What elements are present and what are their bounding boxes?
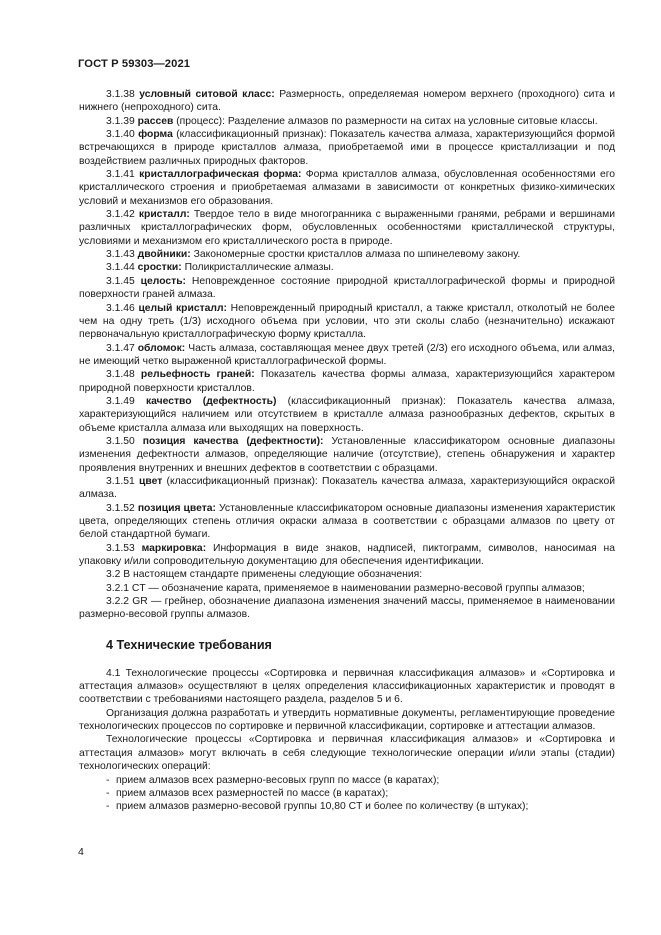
- definition-term: рельефность граней:: [140, 369, 255, 381]
- definition-3-1-47: [79, 342, 615, 369]
- definition-3-1-43: [79, 248, 615, 261]
- definition-text: Форма кристаллов алмаза, обусловленная особенностями его кристаллического строения и приобретаемая алмазами в зависимости от конкретных физико-химических условий и механизмов его образования.: [79, 169, 616, 207]
- definition-number: 3.1.38: [106, 89, 135, 100]
- definition-3-1-44: [79, 261, 615, 274]
- definition-text: (классификационный признак): Показатель качества алмаза, характеризующийся формой встречающихся в природе кристаллов алмаза, приобретаемой ими в процессе кристаллизации и под воздействием различных природных факторов.: [79, 129, 616, 167]
- definition-number: 3.1.51: [106, 475, 135, 487]
- section-4-paragraph-2: Организация должна разработать и утвердить нормативные документы, регламентирующие проведение технологических процессов по сортировке и первичной классификации, сортировке и аттестации алмазов.: [79, 707, 615, 733]
- list-item-text: прием алмазов всех размерно-весовых групп по массе (в каратах);: [116, 774, 440, 786]
- definition-term: сростки:: [137, 262, 182, 274]
- definition-term: обломок:: [137, 342, 186, 354]
- designation-gr: 3.2.2 GR — грейнер, обозначение диапазона изменения значений массы, применяемое в наименовании размерно-весовой группы алмазов.: [79, 596, 615, 621]
- definition-number: 3.1.50: [106, 435, 135, 447]
- definition-term: целый кристалл:: [138, 302, 227, 314]
- definition-3-1-51: [79, 475, 615, 502]
- definition-term: кристалл:: [138, 209, 190, 221]
- definition-term: двойники:: [137, 249, 191, 261]
- definition-3-1-41: [79, 168, 615, 208]
- section-4-paragraph-3: Технологические процессы «Сортировка и первичная классификация алмазов» и «Сортировка и аттестация алмазов» могут включать в себя следующие технологические операции и/или этапы (стадии) технологических операций:: [79, 734, 615, 773]
- definition-number: 3.1.53: [106, 542, 135, 554]
- definition-number: 3.1.43: [106, 249, 135, 261]
- list-item-text: прием алмазов всех размерностей по массе (в каратах);: [116, 787, 389, 799]
- definition-text: (классификационный признак): Показатель качества алмаза, характеризующийся окраской алмаза.: [79, 475, 616, 501]
- list-item-text: прием алмазов размерно-весовой группы 10,80 CT и более по количеству (в штуках);: [116, 801, 529, 813]
- definition-3-1-38: [79, 88, 615, 115]
- definition-term: позиция цвета:: [137, 502, 216, 514]
- definition-term: маркировка:: [141, 542, 207, 554]
- list-item: [79, 800, 615, 813]
- designations-intro: 3.2 В настоящем стандарте применены следующие обозначения:: [106, 569, 423, 581]
- document-body: [79, 88, 615, 814]
- definition-text: Неповрежденное состояние природной кристаллографической формы и природной поверхности граней алмаза.: [79, 275, 616, 301]
- definition-number: 3.1.48: [106, 369, 135, 381]
- definition-number: 3.1.42: [106, 209, 135, 221]
- list-item: [79, 787, 615, 800]
- definition-text: Установленные классификатором основные диапазоны изменения характеристик цвета, определяющих степень отличия окраски алмаза в соответствии с образцами алмазов по цвету от белой стандартной бумаги.: [79, 502, 616, 541]
- section-4-paragraph-1: 4.1 Технологические процессы «Сортировка и первичная классификация алмазов» и «Сортировка и аттестация алмазов» осуществляют в целях определения классификационных характеристик и проводят в соответствии с требованиями настоящего раздела, разделов 5 и 6.: [79, 667, 615, 706]
- definition-text: Твердое тело в виде многогранника с выраженными гранями, ребрами и вершинами различных кристаллографических форм, обусловленных особенностями кристаллической структуры, условиями и механизмом его кристаллического роста в природе.: [79, 209, 616, 247]
- list-item: [79, 774, 615, 787]
- definition-text: Поликристаллические алмазы.: [184, 262, 334, 274]
- definition-term: качество (дефектность): [145, 395, 277, 407]
- definition-text: (классификационный признак): Показатель качества алмаза, характеризующийся наличием или отсутствием в кристалле алмаза разнообразных дефектов, скрытых в объеме кристалла алмаза или выходящих на поверхность.: [79, 395, 616, 434]
- definition-term: целость:: [140, 275, 187, 287]
- definition-number: 3.1.46: [106, 302, 135, 314]
- definition-text: Показатель качества формы алмаза, характеризующийся характером природной поверхности кристаллов.: [79, 369, 616, 394]
- designation-ct: 3.2.1 CT — обозначение карата, применяемое в наименовании размерно-весовой группы алмазов;: [106, 582, 585, 594]
- definition-3-1-52: [79, 502, 615, 542]
- definition-term: цвет: [139, 475, 163, 487]
- definition-3-1-42: [79, 208, 615, 248]
- definition-term: рассев: [137, 115, 174, 127]
- definition-3-1-46: [79, 302, 615, 342]
- page-number: 4: [78, 846, 84, 858]
- definition-text: Размерность, определяемая номером верхнего (проходного) сита и нижнего (непроходного) сита.: [79, 89, 616, 114]
- definition-number: 3.1.47: [106, 342, 135, 354]
- definition-3-1-40: [79, 128, 615, 168]
- definition-3-1-45: [79, 275, 615, 302]
- definition-text: (процесс): Разделение алмазов по размерности на ситах на условные ситовые классы.: [176, 115, 598, 127]
- definition-text: Установленные классификатором основные диапазоны изменения дефектности алмазов, определяющие наличие (отсутствие), степень обнаружения и характер проявления внутренних и внешних дефектов в соответствии с образцами.: [79, 435, 616, 474]
- standard-id-header: ГОСТ Р 59303—2021: [78, 58, 191, 70]
- operations-list: [79, 774, 615, 814]
- definition-number: 3.1.39: [106, 115, 135, 127]
- list-bullet: -: [106, 774, 110, 786]
- definition-3-1-48: [79, 368, 615, 395]
- definition-number: 3.1.40: [106, 129, 135, 141]
- definition-number: 3.1.44: [106, 262, 135, 274]
- definition-number: 3.1.49: [106, 395, 135, 407]
- definition-text: Информация в виде знаков, надписей, пиктограмм, символов, наносимая на упаковку и/или сопроводительную документацию для обеспечения идентификации.: [79, 542, 616, 568]
- definition-term: условный ситовой класс:: [139, 89, 275, 100]
- definition-number: 3.1.45: [106, 275, 135, 287]
- definition-3-1-39: [79, 115, 615, 128]
- definition-3-1-50: [79, 435, 615, 475]
- definition-number: 3.1.52: [106, 502, 135, 514]
- list-bullet: -: [106, 801, 110, 813]
- section-4-title: 4 Технические требования: [106, 637, 272, 652]
- definition-text: Закономерные сростки кристаллов алмаза по шпинелевому закону.: [193, 249, 521, 261]
- definition-term: кристаллографическая форма:: [139, 169, 302, 181]
- list-bullet: -: [106, 787, 110, 799]
- definition-text: Неповрежденный природный кристалл, а также кристалл, отколотый не более чем на одну треть (1/3) исходного объема при условии, что эти сколы слабо (незначительно) искажают первоначальную кристаллографическую форму кристалла.: [79, 302, 616, 341]
- definition-term: форма: [138, 129, 173, 141]
- definition-text: Часть алмаза, составляющая менее двух третей (2/3) его исходного объема, или алмаз, не имеющий четко выраженной кристаллографической формы.: [79, 342, 616, 367]
- definition-3-1-49: [79, 395, 615, 435]
- definition-term: позиция качества (дефектности):: [142, 435, 324, 447]
- definition-3-1-53: [79, 542, 615, 569]
- definition-number: 3.1.41: [106, 169, 135, 181]
